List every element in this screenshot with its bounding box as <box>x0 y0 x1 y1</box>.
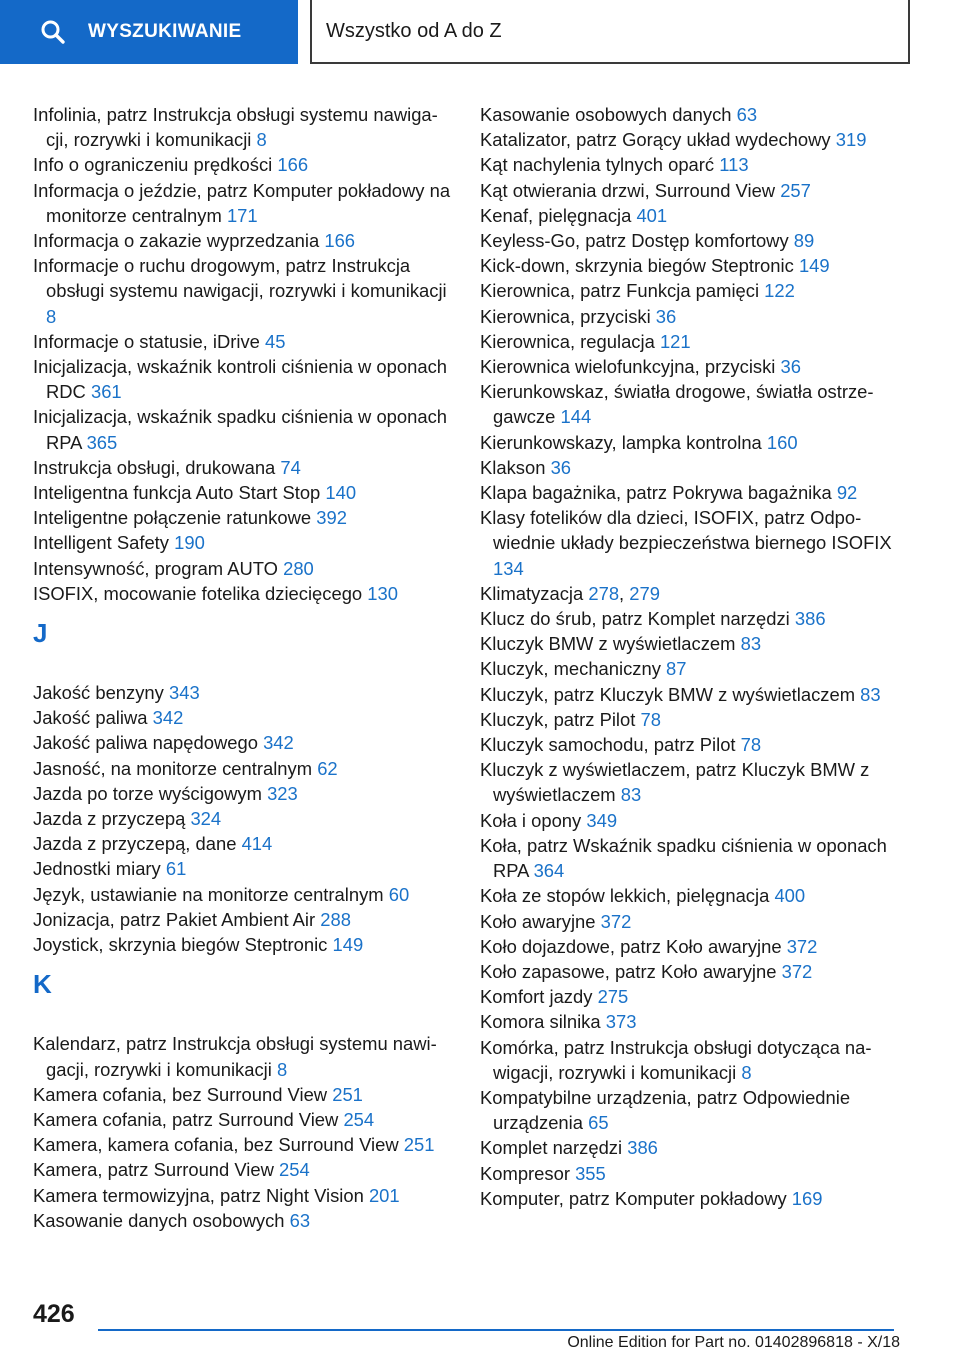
index-entry-text: Joystick, skrzynia biegów Steptronic <box>33 934 328 956</box>
index-entry <box>480 505 900 581</box>
page-link[interactable]: 166 <box>277 154 309 176</box>
page-link[interactable]: 342 <box>152 707 184 729</box>
page-link[interactable]: 190 <box>174 532 205 554</box>
index-entry <box>33 404 453 454</box>
index-column-left <box>33 102 453 1233</box>
index-entry <box>480 909 900 934</box>
index-entry-text: Koło dojazdowe, patrz Koło awaryjne <box>480 935 782 957</box>
index-entry-text: Kąt otwierania drzwi, Surround View <box>480 179 776 201</box>
index-entry <box>480 1035 900 1085</box>
page-link[interactable]: 257 <box>780 179 811 201</box>
index-entry <box>33 1157 453 1182</box>
index-entry <box>480 102 900 127</box>
index-entry <box>33 329 453 354</box>
index-entry <box>33 1082 453 1107</box>
index-entry-text: Instrukcja obsługi, drukowana <box>33 456 276 478</box>
page-link[interactable]: 373 <box>605 1011 637 1033</box>
index-entry-text: Kierownica, patrz Funkcja pamięci <box>480 280 760 302</box>
index-entry-text: Kamera, kamera cofania, bez Surround View <box>33 1134 399 1156</box>
index-entry-text: Kick-down, skrzynia biegów Steptronic <box>480 255 794 277</box>
index-entry-text: Jasność, na monitorze centralnym <box>33 757 313 779</box>
section-title-box <box>310 0 910 64</box>
search-icon <box>40 19 66 45</box>
index-entry <box>480 455 900 480</box>
index-entry <box>33 178 453 228</box>
page-link[interactable]: 83 <box>740 633 762 655</box>
index-entry-text: Kluczyk, patrz Kluczyk BMW z wyświetlaczem <box>480 683 856 705</box>
index-entry-text: Jonizacja, patrz Pakiet Ambient Air <box>33 908 316 930</box>
index-entry-text: Kierunkowskaz, światła drogowe, światła ostrzegawcze <box>480 381 874 428</box>
page-link[interactable]: 74 <box>280 456 301 478</box>
section-title: Wszystko od A do Z <box>326 19 502 42</box>
page-link[interactable]: 365 <box>86 431 118 453</box>
page-link[interactable]: 251 <box>332 1083 363 1105</box>
index-entry-text: Kenaf, pielęgnacja <box>480 204 632 226</box>
index-entry-text: Kluczyk, mechaniczny <box>480 658 661 680</box>
page-link[interactable]: 83 <box>860 683 881 705</box>
index-entry-text: Jakość benzyny <box>33 682 164 704</box>
footer-divider <box>98 1329 894 1331</box>
index-entry-text: Klucz do śrub, patrz Komplet narzędzi <box>480 608 790 630</box>
index-entry <box>33 505 453 530</box>
index-entry <box>33 480 453 505</box>
index-entry-text: Język, ustawianie na monitorze centralnym <box>33 883 384 905</box>
page-link[interactable]: 364 <box>533 860 565 882</box>
index-entry-text: Komplet narzędzi <box>480 1137 623 1159</box>
page-link[interactable]: 8 <box>46 305 57 327</box>
index-entry <box>33 856 453 881</box>
index-entry-text: ISOFIX, mocowanie fotelika dziecięcego <box>33 582 363 604</box>
index-entry <box>33 932 453 957</box>
page-link[interactable]: 319 <box>835 129 867 151</box>
page-number: 426 <box>33 1300 75 1328</box>
index-entry-text: Jakość paliwa <box>33 707 148 729</box>
page-link[interactable]: 83 <box>620 784 642 806</box>
index-entry <box>480 278 900 303</box>
index-entry: Klimatyzacja 278, 279 <box>480 582 660 604</box>
index-entry <box>33 1208 453 1233</box>
index-entry-text: Infolinia, patrz Instrukcja obsługi systemu nawigacji, rozrywki i komunikacji <box>33 104 438 151</box>
index-entry <box>480 1085 900 1135</box>
index-entry <box>480 656 900 681</box>
index-entry-text: Katalizator, patrz Gorący układ wydechowy <box>480 129 831 151</box>
index-entry <box>480 1135 900 1160</box>
index-entry <box>480 152 900 177</box>
index-entry-text: Komfort jazdy <box>480 986 593 1008</box>
page-link[interactable]: 8 <box>276 1058 288 1080</box>
index-entry-text: Komórka, patrz Instrukcja obsługi dotycząca nawigacji, rozrywki i komunikacji <box>480 1036 872 1083</box>
index-entry <box>480 707 900 732</box>
page-link[interactable]: 61 <box>165 858 187 880</box>
index-entry-text: Kalendarz, patrz Instrukcja obsługi systemu nawigacji, rozrywki i komunikacji <box>33 1033 437 1080</box>
index-entry-text: Kierunkowskazy, lampka kontrolna <box>480 431 762 453</box>
page-link[interactable]: 169 <box>791 1187 823 1209</box>
index-entry <box>33 253 453 329</box>
page-link[interactable]: 201 <box>368 1184 400 1206</box>
index-entry-text: Kamera cofania, patrz Surround View <box>33 1108 339 1130</box>
page-link[interactable]: 60 <box>388 883 410 905</box>
index-entry-text: Kierownica, przyciski <box>480 305 651 327</box>
index-entry-text: Informacje o statusie, iDrive <box>33 330 260 352</box>
index-entry <box>480 354 900 379</box>
index-entry <box>33 806 453 831</box>
index-entry <box>480 732 900 757</box>
index-entry <box>33 705 453 730</box>
index-entry-text: Intelligent Safety <box>33 532 169 554</box>
index-entry <box>33 228 453 253</box>
index-entry <box>480 808 900 833</box>
index-entry-text: Intensywność, program AUTO <box>33 557 278 579</box>
page-link[interactable]: 160 <box>766 431 798 453</box>
page-link[interactable]: 166 <box>324 230 356 252</box>
page-link[interactable]: 343 <box>168 682 200 704</box>
index-column-right <box>480 102 900 1211</box>
index-entry-text: Koła i opony <box>480 809 582 831</box>
index-entry <box>480 1186 900 1211</box>
search-label: WYSZUKIWANIE <box>88 21 242 42</box>
index-entry-text: Koło zapasowe, patrz Koło awaryjne <box>480 960 777 982</box>
page-link[interactable]: 342 <box>263 732 294 754</box>
index-entry-text: Kluczyk samochodu, patrz Pilot <box>480 734 736 756</box>
page-link[interactable]: 372 <box>781 960 813 982</box>
index-entry <box>480 934 900 959</box>
index-entry <box>33 680 453 705</box>
page-link[interactable]: 121 <box>659 330 691 352</box>
edition-footer: Online Edition for Part no. 01402896818 - X/18 <box>567 1334 900 1351</box>
page-link[interactable]: 8 <box>256 129 267 151</box>
index-entry-text: Kluczyk z wyświetlaczem, patrz Kluczyk BMW z wyświetlaczem <box>480 759 870 806</box>
page-link[interactable]: 349 <box>586 809 618 831</box>
index-entry <box>33 730 453 755</box>
index-entry <box>33 1183 453 1208</box>
page-link[interactable]: 149 <box>798 255 830 277</box>
index-entry <box>33 102 453 152</box>
page-link[interactable]: 122 <box>764 280 795 302</box>
index-entry <box>480 379 900 429</box>
section-letter: K <box>33 969 52 1000</box>
index-entry-text: Kierownica, regulacja <box>480 330 655 352</box>
index-entry-text: Kluczyk BMW z wyświetlaczem <box>480 633 736 655</box>
index-entry <box>480 984 900 1009</box>
index-entry-text: Kamera, patrz Surround View <box>33 1159 274 1181</box>
page-link[interactable]: 288 <box>320 908 351 930</box>
top-bar <box>0 0 960 66</box>
index-entry-text: Informacja o zakazie wyprzedzania <box>33 230 320 252</box>
page-link[interactable]: 324 <box>190 808 222 830</box>
page-link[interactable]: 386 <box>794 608 826 630</box>
index-entry <box>480 304 900 329</box>
index-entry-text: Kompresor <box>480 1162 570 1184</box>
page-link[interactable]: 372 <box>786 935 818 957</box>
index-entry-text: Inteligentne połączenie ratunkowe <box>33 507 312 529</box>
index-entry <box>480 203 900 228</box>
index-entry <box>33 781 453 806</box>
index-entry <box>480 959 900 984</box>
page-link[interactable]: 254 <box>343 1108 375 1130</box>
page-link[interactable]: 63 <box>736 104 758 125</box>
page-link[interactable]: 278 <box>588 582 620 604</box>
index-entry-text: Jednostki miary <box>33 858 161 880</box>
index-entry <box>480 430 900 455</box>
index-entry-text: Kasowanie danych osobowych <box>33 1209 285 1231</box>
index-entry <box>480 253 900 278</box>
page-link[interactable]: 134 <box>493 557 524 579</box>
index-entry-text: Jazda z przyczepą, dane <box>33 833 237 855</box>
index-entry-text: Inicjalizacja, wskaźnik spadku ciśnienia w oponach RPA <box>33 406 448 453</box>
page-link[interactable]: 36 <box>655 305 677 327</box>
page-link[interactable]: 36 <box>550 456 572 478</box>
index-entry-text: Jakość paliwa napędowego <box>33 732 258 754</box>
index-entry-text: Kamera cofania, bez Surround View <box>33 1083 328 1105</box>
index-entry <box>480 606 900 631</box>
page-link[interactable]: 89 <box>793 230 815 252</box>
index-entry-text: Koło awaryjne <box>480 910 596 932</box>
index-entry <box>480 631 900 656</box>
page-link[interactable]: 130 <box>367 582 398 604</box>
index-entry-text: Kąt nachylenia tylnych oparć <box>480 154 715 176</box>
index-entry <box>480 1161 900 1186</box>
index-entry <box>480 883 900 908</box>
page-link[interactable]: 78 <box>640 708 661 730</box>
index-entry <box>33 756 453 781</box>
index-entry-text: Info o ograniczeniu prędkości <box>33 154 273 176</box>
page-link[interactable]: 251 <box>403 1134 435 1156</box>
page-link[interactable]: 45 <box>265 330 286 352</box>
index-entry <box>480 127 900 152</box>
index-entry-text: Jazda po torze wyścigowym <box>33 782 262 804</box>
index-entry-text: Kamera termowizyjna, patrz Night Vision <box>33 1184 364 1206</box>
index-entry-text: Keyless-Go, patrz Dostęp komfortowy <box>480 230 789 252</box>
index-entry-text: Inteligentna funkcja Auto Start Stop <box>33 482 321 504</box>
index-entry <box>480 178 900 203</box>
index-entry-text: Kompatybilne urządzenia, patrz Odpowiednie urządzenia <box>480 1086 851 1134</box>
section-letter: J <box>33 618 48 649</box>
page-link[interactable]: 78 <box>740 734 762 756</box>
index-entry-text: Klasy fotelików dla dzieci, ISOFIX, patrz Odpowiednie układy bezpieczeństwa biernego ISOFIX <box>480 507 892 554</box>
index-entry-text: Koła, patrz Wskaźnik spadku ciśnienia w oponach RPA <box>480 834 887 882</box>
index-entry-text: Klakson <box>480 456 546 478</box>
page-link[interactable]: 323 <box>267 782 298 804</box>
index-entry-text: Inicjalizacja, wskaźnik kontroli ciśnienia w oponach RDC <box>33 356 447 403</box>
index-entry <box>480 480 900 505</box>
search-button[interactable] <box>0 0 298 64</box>
page-link[interactable]: 361 <box>90 381 122 403</box>
index-entry <box>33 1031 453 1081</box>
index-entry <box>33 581 453 606</box>
page-link[interactable]: 279 <box>629 582 660 604</box>
page-link[interactable]: 280 <box>283 557 314 579</box>
index-entry-text: Informacje o ruchu drogowym, patrz Instrukcja obsługi systemu nawigacji, rozrywki i komunikacji <box>33 255 447 302</box>
index-entry <box>33 1107 453 1132</box>
page-link[interactable]: 400 <box>774 885 806 907</box>
index-entry <box>480 757 900 807</box>
page-link[interactable]: 414 <box>241 833 273 855</box>
page-link[interactable]: 149 <box>332 934 364 956</box>
index-entry <box>33 530 453 555</box>
index-entry <box>33 354 453 404</box>
page-link[interactable]: 401 <box>636 204 668 226</box>
index-entry-text: Informacja o jeździe, patrz Komputer pokładowy na monitorze centralnym <box>33 179 451 226</box>
index-entry-text: Kluczyk, patrz Pilot <box>480 708 636 730</box>
index-entry-text: Kierownica wielofunkcyjna, przyciski <box>480 356 776 378</box>
page-link[interactable]: 113 <box>719 154 749 176</box>
index-entry-text: Kasowanie osobowych danych <box>480 104 732 125</box>
index-entry-text: Koła ze stopów lekkich, pielęgnacja <box>480 885 770 907</box>
index-entry <box>480 329 900 354</box>
index-entry <box>33 882 453 907</box>
index-entry <box>33 831 453 856</box>
page-link[interactable]: 386 <box>627 1137 658 1159</box>
page-link[interactable]: 87 <box>666 658 687 680</box>
page-link[interactable]: 63 <box>289 1209 311 1231</box>
index-entry-text: Klimatyzacja <box>480 582 584 604</box>
page-link[interactable]: 8 <box>741 1061 752 1083</box>
index-entry <box>33 556 453 581</box>
index-entry-text: Klapa bagażnika, patrz Pokrywa bagażnika <box>480 482 832 504</box>
index-entry-text: Komora silnika <box>480 1011 601 1033</box>
page-link[interactable]: 65 <box>588 1112 609 1134</box>
page-link[interactable]: 355 <box>575 1162 606 1184</box>
index-entry <box>33 907 453 932</box>
page-link[interactable]: 392 <box>316 507 347 529</box>
page-link[interactable]: 36 <box>780 356 801 378</box>
page-link[interactable]: 254 <box>279 1159 310 1181</box>
index-entry-text: Komputer, patrz Komputer pokładowy <box>480 1187 787 1209</box>
page-link[interactable]: 62 <box>317 757 338 779</box>
index-entry <box>480 682 900 707</box>
index-entry <box>33 1132 453 1157</box>
page-link[interactable]: 92 <box>836 482 858 504</box>
page-link[interactable]: 140 <box>325 482 357 504</box>
index-entry <box>480 228 900 253</box>
index-entry-text: Jazda z przyczepą <box>33 808 186 830</box>
page-link[interactable]: 372 <box>600 910 632 932</box>
index-entry <box>33 455 453 480</box>
page-link[interactable]: 144 <box>560 406 592 428</box>
index-entry <box>480 1009 900 1034</box>
page-link[interactable]: 275 <box>597 986 629 1008</box>
index-entry <box>480 833 900 883</box>
index-entry <box>33 152 453 177</box>
page-link[interactable]: 171 <box>226 204 258 226</box>
